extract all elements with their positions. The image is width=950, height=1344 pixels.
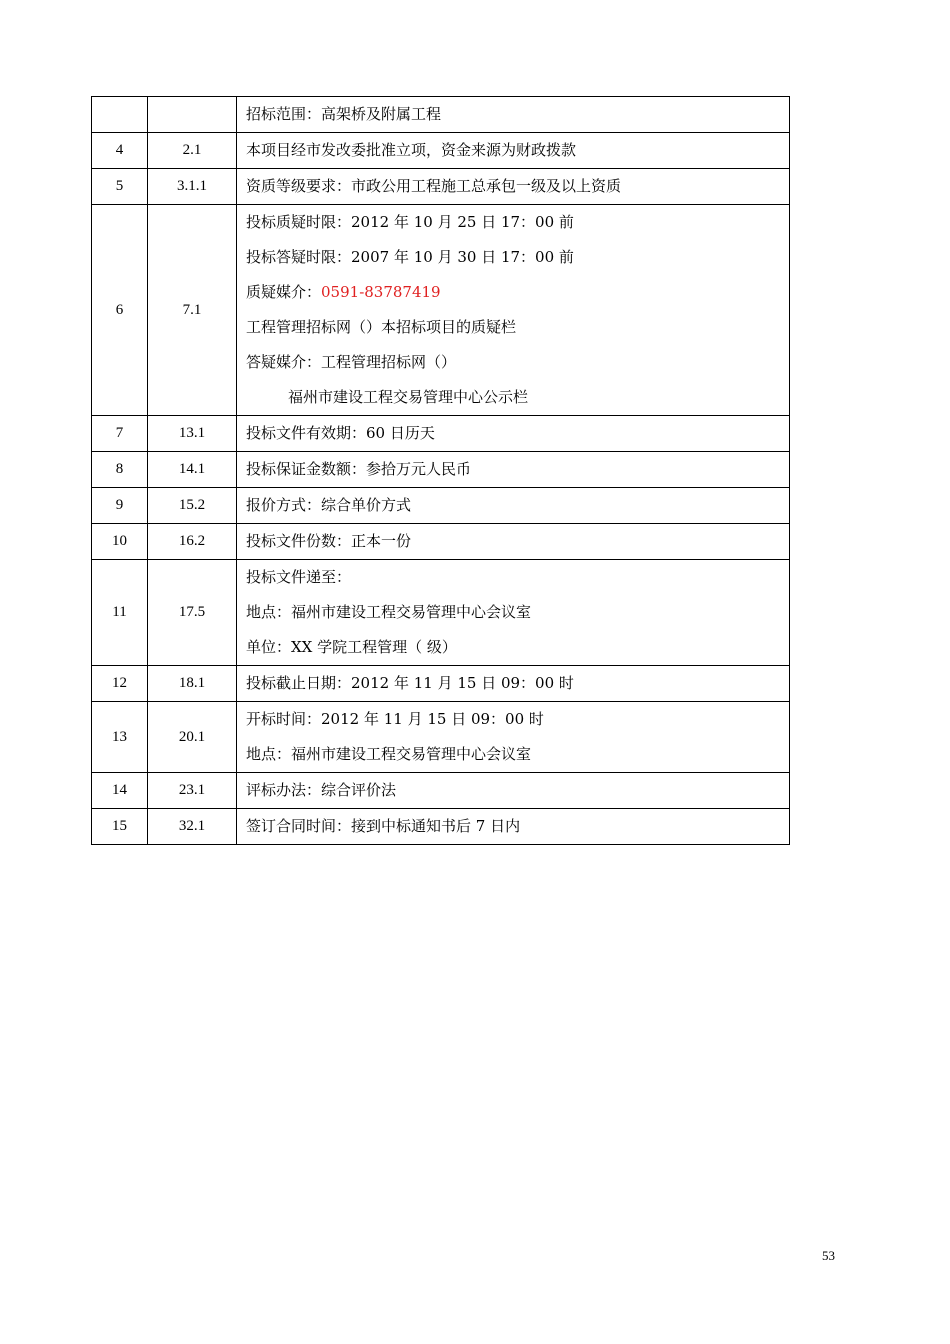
- row-number: 14: [92, 773, 148, 809]
- clause-number: 16.2: [148, 524, 237, 560]
- row-number: 6: [92, 205, 148, 416]
- content-line: 地点：福州市建设工程交易管理中心会议室: [246, 603, 532, 621]
- content-line: 本项目经市发改委批准立项，资金来源为财政拨款: [246, 141, 577, 159]
- table-row: [92, 524, 790, 560]
- row-content: [237, 560, 790, 666]
- clause-number: [148, 97, 237, 133]
- row-number: 10: [92, 524, 148, 560]
- content-line: 投标文件份数：正本一份: [246, 532, 412, 550]
- content-line: 开标时间：2012 年 11 月 15 日 09：00 时: [246, 710, 544, 728]
- row-number: [92, 97, 148, 133]
- row-content: [237, 452, 790, 488]
- row-number: 11: [92, 560, 148, 666]
- row-content: [237, 702, 790, 773]
- content-line: 投标截止日期：2012 年 11 月 15 日 09：00 时: [246, 674, 574, 692]
- bid-info-table: [91, 96, 790, 845]
- content-line: 投标文件递至：: [246, 568, 352, 586]
- content-line: 单位：XX 学院工程管理（ 级）: [246, 638, 457, 656]
- content-line: 投标保证金数额：参拾万元人民币: [246, 460, 472, 478]
- content-line: 工程管理招标网（）本招标项目的质疑栏: [246, 318, 517, 336]
- content-line: 地点：福州市建设工程交易管理中心会议室: [246, 745, 532, 763]
- row-content: [237, 809, 790, 845]
- row-number: 9: [92, 488, 148, 524]
- content-line: 报价方式：综合单价方式: [246, 496, 412, 514]
- clause-number: 15.2: [148, 488, 237, 524]
- table-row: [92, 702, 790, 773]
- row-content: [237, 666, 790, 702]
- table-row: [92, 488, 790, 524]
- query-media-label: 质疑媒介：: [246, 283, 322, 301]
- content-line: 福州市建设工程交易管理中心公示栏: [288, 388, 529, 406]
- clause-number: 20.1: [148, 702, 237, 773]
- clause-number: 18.1: [148, 666, 237, 702]
- page-number: 53: [822, 1248, 835, 1263]
- clause-number: 13.1: [148, 416, 237, 452]
- content-line: 投标质疑时限：2012 年 10 月 25 日 17：00 前: [246, 213, 574, 231]
- row-number: 13: [92, 702, 148, 773]
- row-content: [237, 97, 790, 133]
- table-row: [92, 416, 790, 452]
- row-content: [237, 169, 790, 205]
- content-line: 资质等级要求：市政公用工程施工总承包一级及以上资质: [246, 177, 622, 195]
- row-content: [237, 524, 790, 560]
- table-row: [92, 773, 790, 809]
- table-row: [92, 809, 790, 845]
- row-content: [237, 133, 790, 169]
- content-line: 招标范围：高架桥及附属工程: [246, 105, 442, 123]
- clause-number: 3.1.1: [148, 169, 237, 205]
- clause-number: 32.1: [148, 809, 237, 845]
- row-content: [237, 205, 790, 416]
- row-number: 12: [92, 666, 148, 702]
- row-content: [237, 773, 790, 809]
- content-line: 签订合同时间：接到中标通知书后 7 日内: [246, 817, 521, 835]
- query-media-phone: 0591-83787419: [321, 283, 441, 301]
- row-content: [237, 488, 790, 524]
- content-line: 答疑媒介：工程管理招标网（）: [246, 353, 457, 371]
- content-line: 评标办法：综合评价法: [246, 781, 397, 799]
- table-row: [92, 666, 790, 702]
- clause-number: 7.1: [148, 205, 237, 416]
- table-row: [92, 452, 790, 488]
- row-content: [237, 416, 790, 452]
- row-number: 15: [92, 809, 148, 845]
- content-line: 投标文件有效期：60 日历天: [246, 424, 435, 442]
- clause-number: 23.1: [148, 773, 237, 809]
- clause-number: 2.1: [148, 133, 237, 169]
- query-media-line: [246, 275, 789, 310]
- clause-number: 17.5: [148, 560, 237, 666]
- table-row: [92, 205, 790, 416]
- row-number: 8: [92, 452, 148, 488]
- table-row: [92, 97, 790, 133]
- content-line: 投标答疑时限：2007 年 10 月 30 日 17：00 前: [246, 248, 574, 266]
- row-number: 5: [92, 169, 148, 205]
- row-number: 7: [92, 416, 148, 452]
- table-row: [92, 169, 790, 205]
- table-row: [92, 133, 790, 169]
- clause-number: 14.1: [148, 452, 237, 488]
- table-row: [92, 560, 790, 666]
- row-number: 4: [92, 133, 148, 169]
